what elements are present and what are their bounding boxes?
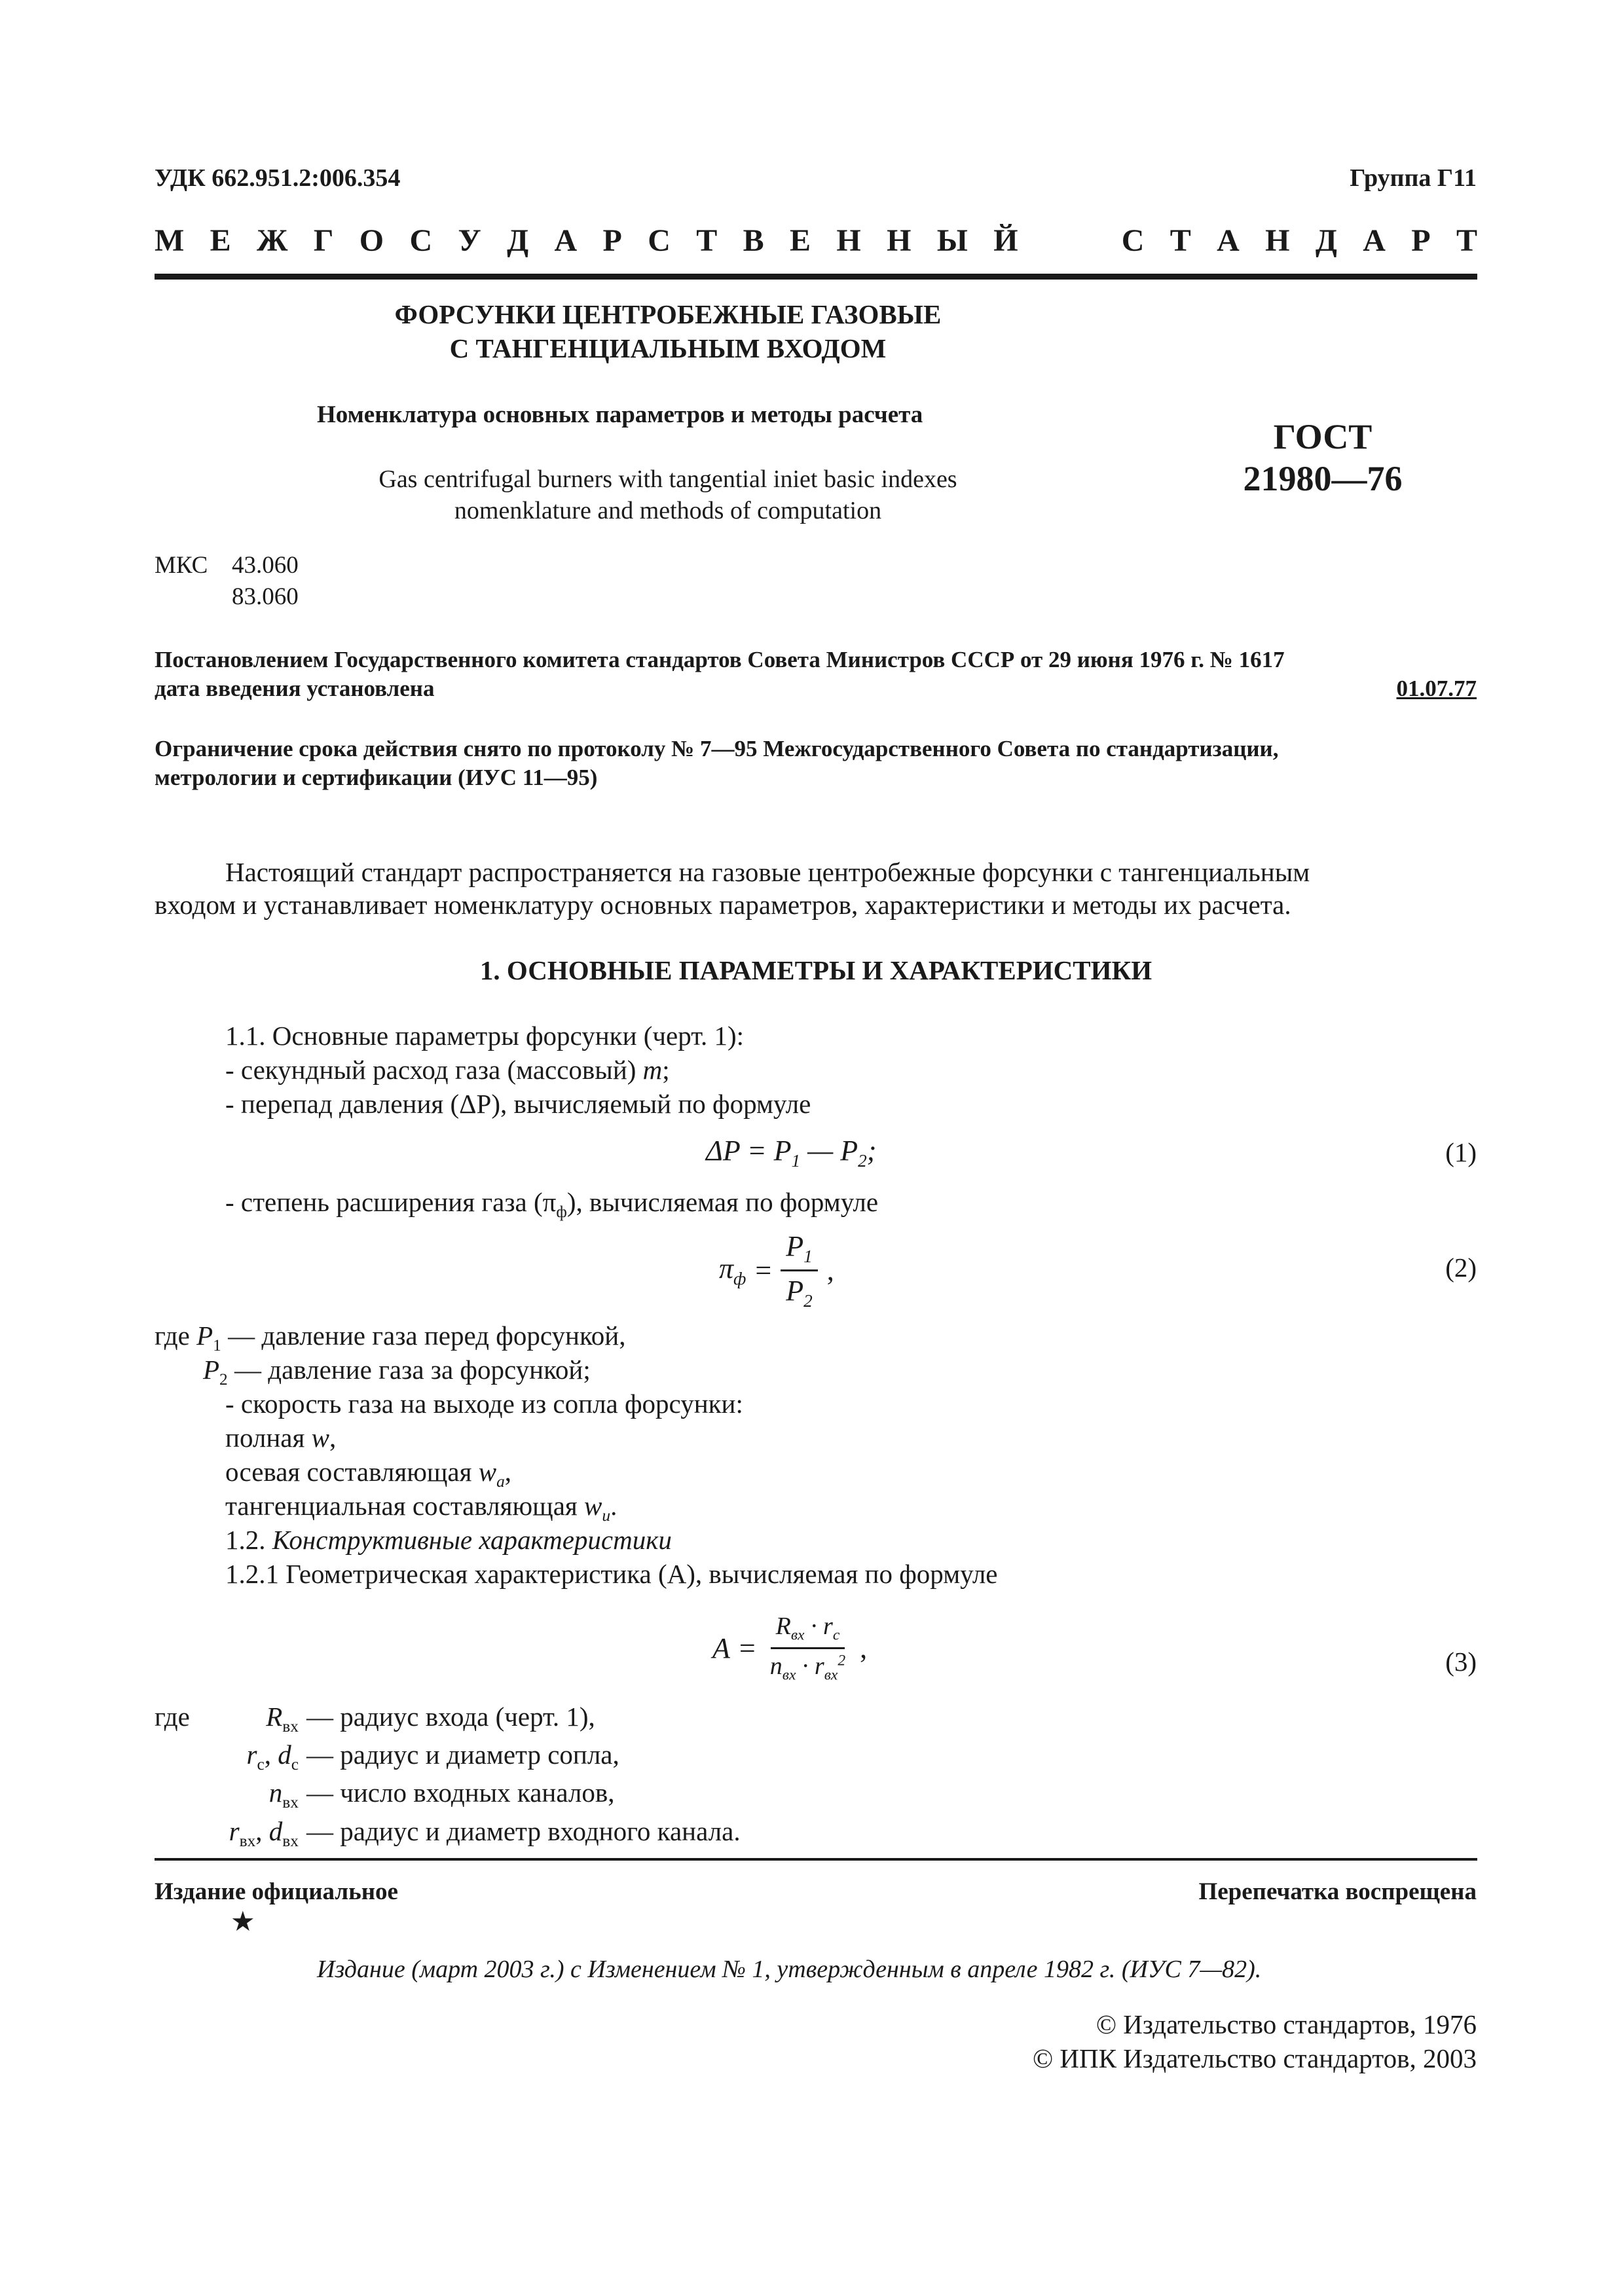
- banner-letter: С: [648, 223, 671, 258]
- banner-letter: О: [359, 223, 384, 258]
- banner-letter: М: [155, 223, 185, 258]
- equation-1-number: (1): [1445, 1137, 1477, 1167]
- reprint-prohibited: Перепечатка воспрещена: [1198, 1878, 1477, 1905]
- definition-row: $n_{вх}$ — число входных каналов,: [268, 1777, 615, 1812]
- banner-letter: Т: [1456, 223, 1477, 258]
- english-title-line-2: nomenklature and methods of computation: [454, 497, 882, 524]
- banner-letter: [1082, 223, 1096, 259]
- subtitle: Номенклатура основных параметров и методы расчета: [317, 401, 923, 428]
- banner-letter: Н: [836, 223, 861, 258]
- mks-code-1: 43.060: [232, 552, 299, 579]
- banner-letter: Е: [790, 223, 811, 258]
- star-icon: ★: [230, 1905, 255, 1937]
- banner-letter: У: [458, 223, 481, 258]
- banner-letter: [1044, 223, 1057, 259]
- equation-2-number: (2): [1445, 1252, 1477, 1283]
- resolution-line-2: дата введения установлена: [155, 676, 435, 701]
- header-rule: [155, 274, 1477, 280]
- restriction-line-2: метрологии и сертификации (ИУС 11—95): [155, 765, 598, 790]
- item-mass-flow: - секундный расход газа (массовый) m;: [225, 1055, 670, 1085]
- banner-letter: Р: [1411, 223, 1431, 258]
- banner-letter: Ы: [936, 223, 968, 258]
- official-edition: Издание официальное: [155, 1878, 398, 1905]
- banner-letter: Е: [210, 223, 231, 258]
- equation-3: A = $\frac{R_{вх} \cdot r_c}{n_{вх} \cdot r_{вх}^2}$ ,: [712, 1613, 868, 1684]
- banner-letter: А: [1217, 223, 1240, 258]
- equation-3-number: (3): [1445, 1647, 1477, 1677]
- title-line-1: ФОРСУНКИ ЦЕНТРОБЕЖНЫЕ ГАЗОВЫЕ: [394, 299, 942, 329]
- banner-letter: Д: [1315, 223, 1337, 258]
- udc-code: УДК 662.951.2:006.354: [155, 164, 401, 192]
- velocity-axial: осевая составляющая $w_a$,: [225, 1457, 512, 1491]
- banner-letter: С: [1121, 223, 1145, 258]
- copyright-1976: © Издательство стандартов, 1976: [1096, 2009, 1477, 2039]
- paragraph-1-1: 1.1. Основные параметры форсунки (черт. 1):: [225, 1021, 745, 1051]
- banner-letter: Г: [313, 223, 334, 258]
- edition-note: Издание (март 2003 г.) с Изменением № 1, утвержденным в апреле 1982 г. (ИУС 7—82).: [317, 1956, 1262, 1983]
- item-pressure-drop: - перепад давления (ΔP), вычисляемый по формуле: [225, 1089, 811, 1119]
- banner-letter: Т: [1170, 223, 1191, 258]
- gost-number: 21980—76: [1243, 459, 1403, 498]
- restriction-line-1: Ограничение срока действия снято по протоколу № 7—95 Межгосударственного Совета по стандартизации,: [155, 736, 1279, 761]
- banner-letter: Ж: [257, 223, 288, 258]
- equation-2: $\pi_ф$ = $\frac{P_1}{P_2}$ ,: [719, 1230, 834, 1311]
- velocity-tangential: тангенциальная составляющая $w_u$.: [225, 1491, 617, 1525]
- equation-3-fraction: $\frac{R_{вх} \cdot r_c}{n_{вх} \cdot r_{вх}^2}$: [769, 1613, 846, 1684]
- intro-line-2: входом и устанавливает номенклатуру основных параметров, характеристики и методы их расчета.: [155, 890, 1291, 920]
- banner-letter: Н: [1265, 223, 1290, 258]
- group-code: Группа Г11: [1350, 164, 1477, 192]
- banner-letter: Н: [887, 223, 912, 258]
- resolution-line-1: Постановлением Государственного комитета стандартов Совета Министров СССР от 29 июня 1976 г. № 1617: [155, 647, 1285, 672]
- definition-row: $r_{вх}$, $d_{вх}$ — радиус и диаметр входного канала.: [229, 1815, 741, 1850]
- title-line-2: С ТАНГЕНЦИАЛЬНЫМ ВХОДОМ: [449, 333, 887, 363]
- item-expansion-ratio: - степень расширения газа $(\pi_ф)$, вычисляемая по формуле: [225, 1187, 879, 1222]
- banner-letter: В: [743, 223, 764, 258]
- banner-letter: Р: [602, 223, 622, 258]
- item-velocity: - скорость газа на выходе из сопла форсунки:: [225, 1389, 743, 1419]
- where-p2: $P_2$ — давление газа за форсункой;: [203, 1355, 591, 1389]
- definition-row: $R_{вх}$ — радиус входа (черт. 1),: [266, 1702, 595, 1736]
- banner-letter: Д: [507, 223, 529, 258]
- definition-row: $r_c$, $d_c$ — радиус и диаметр сопла,: [246, 1740, 619, 1774]
- banner-letter: Й: [993, 223, 1018, 258]
- equation-1: $\Delta P = P_1$ — $P_2$;: [706, 1135, 877, 1171]
- english-title-line-1: Gas centrifugal burners with tangential iniet basic indexes: [378, 465, 957, 493]
- where-p1: где $P_1$ — давление газа перед форсункой,: [155, 1321, 626, 1355]
- definitions-list: [161, 1701, 741, 1853]
- interstate-standard-banner: [155, 223, 1477, 259]
- section-heading: 1. ОСНОВНЫЕ ПАРАМЕТРЫ И ХАРАКТЕРИСТИКИ: [479, 955, 1152, 985]
- paragraph-1-2-1: 1.2.1 Геометрическая характеристика (A), вычисляемая по формуле: [225, 1559, 998, 1589]
- copyright-2003: © ИПК Издательство стандартов, 2003: [1032, 2043, 1477, 2073]
- banner-letter: А: [554, 223, 578, 258]
- banner-letter: Т: [696, 223, 718, 258]
- gost-label: ГОСТ: [1273, 417, 1373, 456]
- equation-2-fraction: $\frac{P_1}{P_2}$: [781, 1230, 818, 1311]
- velocity-full: полная w,: [225, 1423, 337, 1453]
- footer-rule: [155, 1858, 1477, 1861]
- banner-letter: А: [1363, 223, 1386, 258]
- introduction-date: 01.07.77: [1396, 676, 1477, 701]
- mks-label: МКС: [155, 552, 208, 579]
- intro-line-1: Настоящий стандарт распространяется на газовые центробежные форсунки с тангенциальным: [225, 857, 1310, 887]
- banner-letter: С: [409, 223, 433, 258]
- mks-code-2: 83.060: [232, 583, 299, 610]
- where-label-2: где: [155, 1702, 190, 1732]
- paragraph-1-2: 1.2. Конструктивные характеристики: [225, 1525, 672, 1555]
